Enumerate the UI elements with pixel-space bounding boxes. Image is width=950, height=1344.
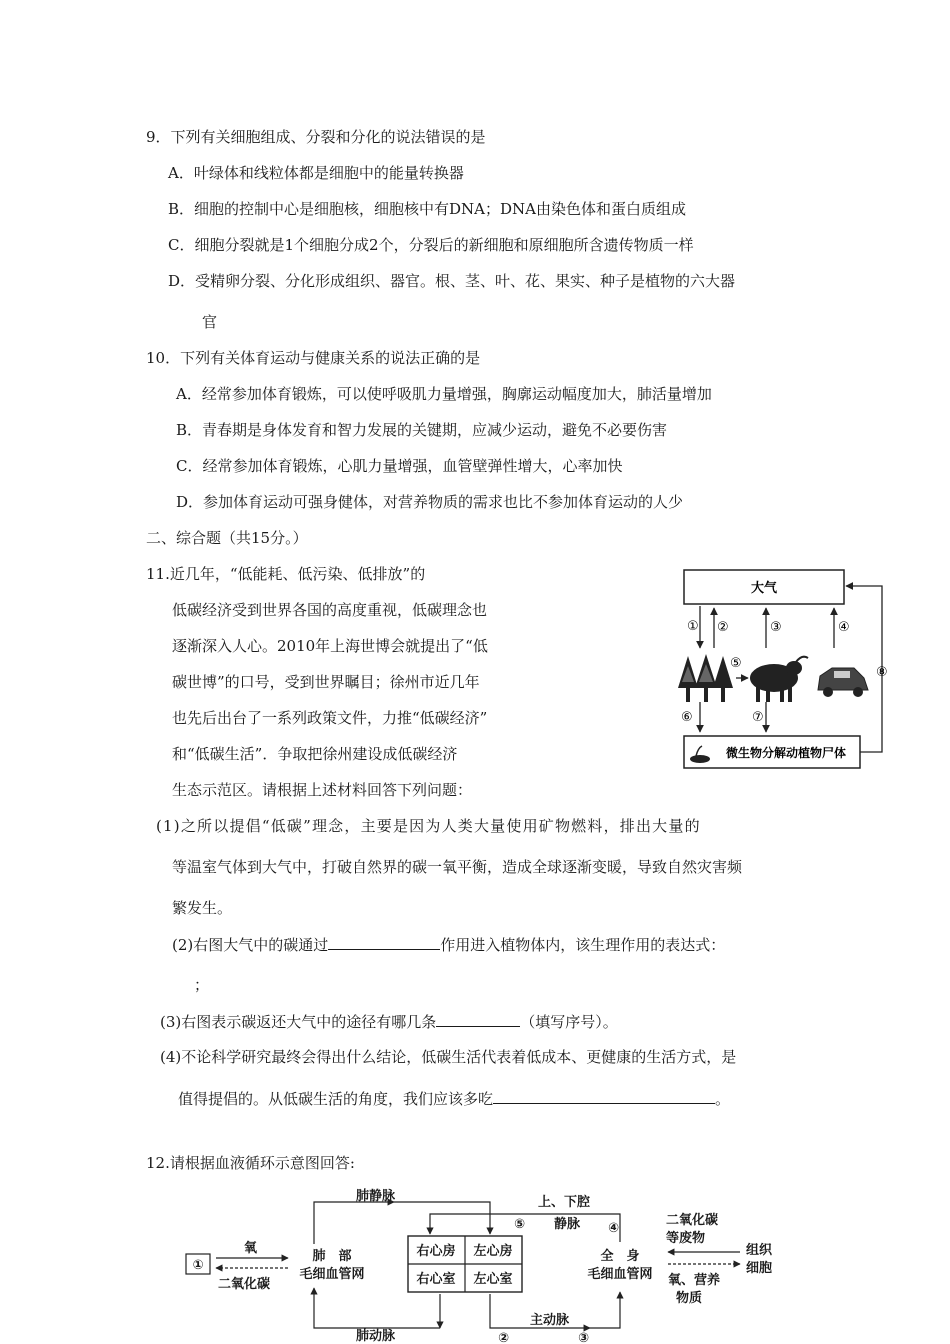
waste-label: 二氧化碳 bbox=[666, 1213, 719, 1228]
car-icon bbox=[818, 668, 868, 697]
q11-part4-prefix: 值得提倡的。从低碳生活的角度，我们应该多吃 bbox=[178, 1090, 494, 1108]
label-circle-1: ① bbox=[192, 1258, 204, 1273]
nutrient-label: 氧、营养 bbox=[668, 1273, 721, 1288]
decomposer-label: 微生物分解动植物尸体 bbox=[725, 746, 847, 760]
q11-part2-end: ； bbox=[194, 976, 210, 994]
q10-option-d: D．参加体育运动可强身健体，对营养物质的需求也比不参加体育运动的人少 bbox=[176, 493, 684, 511]
right-ventricle: 右心室 bbox=[416, 1272, 456, 1287]
q9-option-d: D．受精卵分裂、分化形成组织、器官。根、茎、叶、花、果实、种子是植物的六大器 bbox=[168, 272, 736, 290]
answer-blank[interactable] bbox=[493, 1087, 715, 1104]
pulmonary-artery-arrow bbox=[314, 1288, 394, 1328]
tissue-cell-label: 组织 bbox=[746, 1243, 773, 1258]
q11-text-line: 逐渐深入人心。2010年上海世博会就提出了“低 bbox=[172, 637, 488, 655]
q11-part1-line: (1)之所以提倡“低碳”理念，主要是因为人类大量使用矿物燃料，排出大量的 bbox=[156, 817, 701, 835]
oxygen-label: 氧 bbox=[244, 1241, 258, 1256]
label-6: ⑥ bbox=[681, 710, 693, 725]
pulmonary-artery-label: 肺动脉 bbox=[356, 1329, 396, 1344]
carbon-cycle-diagram bbox=[670, 560, 895, 775]
q10-stem: 10．下列有关体育运动与健康关系的说法正确的是 bbox=[146, 349, 481, 367]
q9-option-a: A．叶绿体和线粒体都是细胞中的能量转换器 bbox=[168, 164, 464, 182]
left-ventricle: 左心室 bbox=[473, 1272, 513, 1287]
vena-cava-label-2: 静脉 bbox=[554, 1217, 581, 1232]
q11-part3 bbox=[160, 1010, 618, 1033]
q11-part2 bbox=[172, 933, 725, 956]
atmosphere-label: 大气 bbox=[750, 581, 778, 596]
q11-text-line: 低碳经济受到世界各国的高度重视，低碳理念也 bbox=[172, 601, 488, 619]
pulmonary-vein-arrow bbox=[314, 1202, 394, 1244]
q10-option-c: C．经常参加体育锻炼，心肌力量增强，血管壁弹性增大，心率加快 bbox=[176, 457, 623, 475]
q11-part3-suffix: （填写序号）。 bbox=[520, 1013, 618, 1031]
q11-text-line: 11.近几年，“低能耗、低污染、低排放”的 bbox=[146, 565, 426, 583]
tissue-cell-label-2: 细胞 bbox=[746, 1261, 773, 1276]
q9-option-d-cont: 官 bbox=[202, 313, 218, 331]
label-circle-5: ⑤ bbox=[514, 1217, 526, 1232]
q10-option-b: B．青春期是身体发育和智力发展的关键期，应减少运动，避免不必要伤害 bbox=[176, 421, 668, 439]
q11-part3-prefix: (3)右图表示碳返还大气中的途径有哪几条 bbox=[160, 1013, 437, 1031]
section-heading: 二、综合题（共15分。） bbox=[146, 529, 308, 547]
label-1: ① bbox=[687, 619, 699, 634]
vena-cava-label: 上、下腔 bbox=[538, 1195, 591, 1210]
q11-text-line: 生态示范区。请根据上述材料回答下列问题： bbox=[172, 781, 473, 799]
q11-text-line: 和“低碳生活”．争取把徐州建设成低碳经济 bbox=[172, 745, 458, 763]
q9-option-b: B．细胞的控制中心是细胞核，细胞核中有DNA；DNA由染色体和蛋白质组成 bbox=[168, 200, 686, 218]
label-circle-4: ④ bbox=[608, 1221, 620, 1236]
label-5: ⑤ bbox=[730, 656, 742, 671]
answer-blank[interactable] bbox=[436, 1010, 520, 1027]
blood-circulation-diagram bbox=[180, 1188, 790, 1344]
q10-option-a: A．经常参加体育锻炼，可以使呼吸肌力量增强，胸廓运动幅度加大，肺活量增加 bbox=[176, 385, 712, 403]
trees-icon bbox=[678, 654, 733, 702]
q11-part4 bbox=[178, 1087, 730, 1110]
pulmonary-vein-label: 肺静脉 bbox=[356, 1189, 396, 1204]
q12-stem: 12.请根据血液循环示意图回答: bbox=[146, 1154, 355, 1172]
q11-part1-line: 等温室气体到大气中，打破自然界的碳一氧平衡，造成全球逐渐变暖，导致自然灾害频 bbox=[172, 858, 743, 876]
lung-capillary-label: 肺 部 bbox=[312, 1249, 352, 1264]
label-circle-2: ② bbox=[498, 1331, 510, 1344]
label-circle-3: ③ bbox=[578, 1331, 590, 1344]
to-left-atrium bbox=[394, 1202, 490, 1234]
waste-label-2: 等废物 bbox=[666, 1231, 706, 1246]
co2-label: 二氧化碳 bbox=[218, 1277, 271, 1292]
q11-text-line: 碳世博”的口号，受到世界瞩目；徐州市近几年 bbox=[172, 673, 480, 691]
nutrient-label-2: 物质 bbox=[676, 1291, 703, 1306]
lung-capillary-label-2: 毛细血管网 bbox=[299, 1267, 365, 1282]
to-body-arrow bbox=[590, 1292, 620, 1328]
q9-option-c: C．细胞分裂就是1个细胞分成2个，分裂后的新细胞和原细胞所含遗传物质一样 bbox=[168, 236, 694, 254]
aorta-label: 主动脉 bbox=[530, 1313, 570, 1328]
body-capillary-label-2: 毛细血管网 bbox=[587, 1267, 653, 1282]
left-atrium: 左心房 bbox=[473, 1244, 513, 1259]
q11-part4-suffix: 。 bbox=[715, 1090, 731, 1108]
q11-part2-prefix: (2)右图大气中的碳通过 bbox=[172, 936, 329, 954]
right-atrium: 右心房 bbox=[416, 1244, 456, 1259]
label-7: ⑦ bbox=[752, 710, 764, 725]
q11-part4-line: (4)不论科学研究最终会得出什么结论，低碳生活代表着低成本、更健康的生活方式，是 bbox=[160, 1048, 737, 1066]
answer-blank[interactable] bbox=[328, 933, 440, 950]
body-capillary-label: 全 身 bbox=[600, 1249, 640, 1264]
q11-part1-line: 繁发生。 bbox=[172, 899, 233, 917]
q9-stem: 9．下列有关细胞组成、分裂和分化的说法错误的是 bbox=[146, 128, 486, 146]
animal-icon bbox=[750, 657, 808, 702]
q11-text-line: 也先后出台了一系列政策文件，力推“低碳经济” bbox=[172, 709, 488, 727]
label-2: ② bbox=[717, 620, 729, 635]
q11-part2-suffix: 作用进入植物体内，该生理作用的表达式： bbox=[440, 936, 726, 954]
label-3: ③ bbox=[770, 620, 782, 635]
label-8: ⑧ bbox=[876, 665, 888, 680]
label-4: ④ bbox=[838, 620, 850, 635]
